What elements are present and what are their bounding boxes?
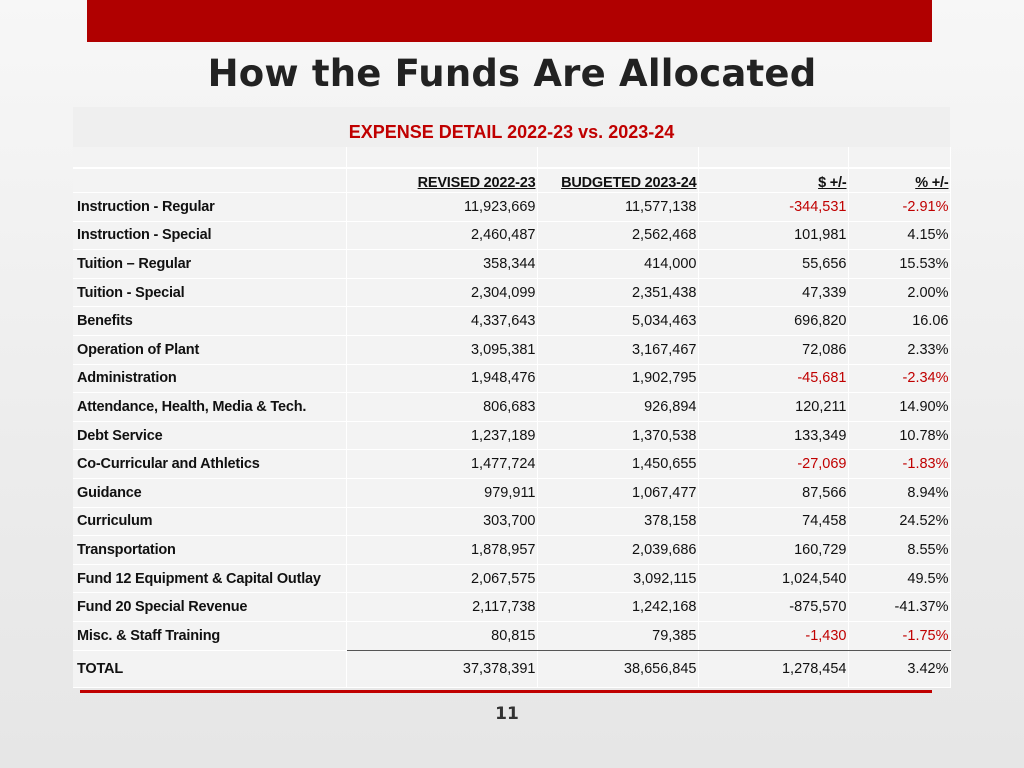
table-row	[73, 364, 950, 393]
percent-change-cell: 8.55%	[848, 536, 950, 565]
table-row	[73, 536, 950, 565]
percent-change-cell: 15.53%	[848, 250, 950, 279]
budgeted-cell: 79,385	[537, 621, 698, 650]
budgeted-cell: 2,351,438	[537, 278, 698, 307]
revised-cell: 80,815	[346, 621, 537, 650]
slide-title: How the Funds Are Allocated	[207, 52, 817, 95]
revised-cell: 358,344	[346, 250, 537, 279]
row-label: Misc. & Staff Training	[73, 621, 346, 650]
spacer-row	[73, 147, 950, 168]
column-header-blank	[73, 168, 346, 193]
footer-accent-line	[80, 690, 932, 693]
column-header-percent-change: % +/-	[848, 168, 950, 193]
percent-change-cell: 10.78%	[848, 421, 950, 450]
row-label: Attendance, Health, Media & Tech.	[73, 393, 346, 422]
percent-change-cell: -1.75%	[848, 621, 950, 650]
revised-cell: 2,304,099	[346, 278, 537, 307]
table-row	[73, 278, 950, 307]
dollar-change-cell: 101,981	[698, 221, 848, 250]
table-row	[73, 221, 950, 250]
dollar-change-cell: 72,086	[698, 335, 848, 364]
revised-cell: 806,683	[346, 393, 537, 422]
budgeted-cell: 926,894	[537, 393, 698, 422]
budgeted-cell: 414,000	[537, 250, 698, 279]
percent-change-cell: -41.37%	[848, 593, 950, 622]
revised-cell: 11,923,669	[346, 193, 537, 222]
budgeted-cell: 1,370,538	[537, 421, 698, 450]
revised-cell: 3,095,381	[346, 335, 537, 364]
revised-cell: 4,337,643	[346, 307, 537, 336]
page-number: 11	[495, 704, 519, 724]
row-label: Debt Service	[73, 421, 346, 450]
table-row	[73, 250, 950, 279]
budgeted-cell: 5,034,463	[537, 307, 698, 336]
row-label: Benefits	[73, 307, 346, 336]
dollar-change-cell: -344,531	[698, 193, 848, 222]
budgeted-cell: 11,577,138	[537, 193, 698, 222]
revised-cell: 2,067,575	[346, 564, 537, 593]
budgeted-cell: 1,067,477	[537, 478, 698, 507]
table-row	[73, 307, 950, 336]
total-row	[73, 650, 950, 687]
dollar-change-cell: 1,024,540	[698, 564, 848, 593]
total-revised-cell: 37,378,391	[346, 650, 537, 687]
percent-change-cell: 2.00%	[848, 278, 950, 307]
percent-change-cell: -2.34%	[848, 364, 950, 393]
percent-change-cell: -1.83%	[848, 450, 950, 479]
total-percent-change-cell: 3.42%	[848, 650, 950, 687]
dollar-change-cell: -875,570	[698, 593, 848, 622]
dollar-change-cell: 47,339	[698, 278, 848, 307]
table-row	[73, 478, 950, 507]
revised-cell: 1,477,724	[346, 450, 537, 479]
total-budgeted-cell: 38,656,845	[537, 650, 698, 687]
row-label: Guidance	[73, 478, 346, 507]
row-label: Transportation	[73, 536, 346, 565]
table-row	[73, 593, 950, 622]
revised-cell: 979,911	[346, 478, 537, 507]
table-row	[73, 393, 950, 422]
percent-change-cell: 8.94%	[848, 478, 950, 507]
dollar-change-cell: 87,566	[698, 478, 848, 507]
revised-cell: 2,117,738	[346, 593, 537, 622]
column-header-dollar-change: $ +/-	[698, 168, 848, 193]
table-row	[73, 507, 950, 536]
table-row	[73, 193, 950, 222]
dollar-change-cell: 55,656	[698, 250, 848, 279]
header-accent-bar	[87, 0, 932, 42]
table-row	[73, 564, 950, 593]
dollar-change-cell: 133,349	[698, 421, 848, 450]
row-label: Tuition – Regular	[73, 250, 346, 279]
dollar-change-cell: 74,458	[698, 507, 848, 536]
budgeted-cell: 2,562,468	[537, 221, 698, 250]
expense-detail-table	[73, 147, 951, 688]
column-header-row	[73, 168, 950, 193]
row-label: Co-Curricular and Athletics	[73, 450, 346, 479]
revised-cell: 1,237,189	[346, 421, 537, 450]
percent-change-cell: 49.5%	[848, 564, 950, 593]
row-label: Instruction - Special	[73, 221, 346, 250]
row-label: Fund 20 Special Revenue	[73, 593, 346, 622]
row-label: Curriculum	[73, 507, 346, 536]
row-label: Operation of Plant	[73, 335, 346, 364]
budgeted-cell: 378,158	[537, 507, 698, 536]
column-header-budgeted: BUDGETED 2023-24	[537, 168, 698, 193]
revised-cell: 303,700	[346, 507, 537, 536]
row-label: Instruction - Regular	[73, 193, 346, 222]
table-row	[73, 450, 950, 479]
percent-change-cell: 14.90%	[848, 393, 950, 422]
revised-cell: 1,878,957	[346, 536, 537, 565]
percent-change-cell: 24.52%	[848, 507, 950, 536]
dollar-change-cell: -27,069	[698, 450, 848, 479]
dollar-change-cell: -45,681	[698, 364, 848, 393]
budgeted-cell: 3,167,467	[537, 335, 698, 364]
dollar-change-cell: 160,729	[698, 536, 848, 565]
dollar-change-cell: -1,430	[698, 621, 848, 650]
dollar-change-cell: 696,820	[698, 307, 848, 336]
budgeted-cell: 3,092,115	[537, 564, 698, 593]
revised-cell: 2,460,487	[346, 221, 537, 250]
total-dollar-change-cell: 1,278,454	[698, 650, 848, 687]
percent-change-cell: -2.91%	[848, 193, 950, 222]
revised-cell: 1,948,476	[346, 364, 537, 393]
budgeted-cell: 1,902,795	[537, 364, 698, 393]
row-label: Administration	[73, 364, 346, 393]
budgeted-cell: 1,450,655	[537, 450, 698, 479]
expense-table-panel	[73, 107, 950, 687]
dollar-change-cell: 120,211	[698, 393, 848, 422]
percent-change-cell: 2.33%	[848, 335, 950, 364]
row-label: Tuition - Special	[73, 278, 346, 307]
table-row	[73, 621, 950, 650]
percent-change-cell: 16.06	[848, 307, 950, 336]
column-header-revised: REVISED 2022-23	[346, 168, 537, 193]
percent-change-cell: 4.15%	[848, 221, 950, 250]
budgeted-cell: 2,039,686	[537, 536, 698, 565]
row-label: Fund 12 Equipment & Capital Outlay	[73, 564, 346, 593]
table-row	[73, 421, 950, 450]
budgeted-cell: 1,242,168	[537, 593, 698, 622]
table-heading: EXPENSE DETAIL 2022-23 vs. 2023-24	[73, 107, 950, 147]
table-row	[73, 335, 950, 364]
total-label: TOTAL	[73, 650, 346, 687]
